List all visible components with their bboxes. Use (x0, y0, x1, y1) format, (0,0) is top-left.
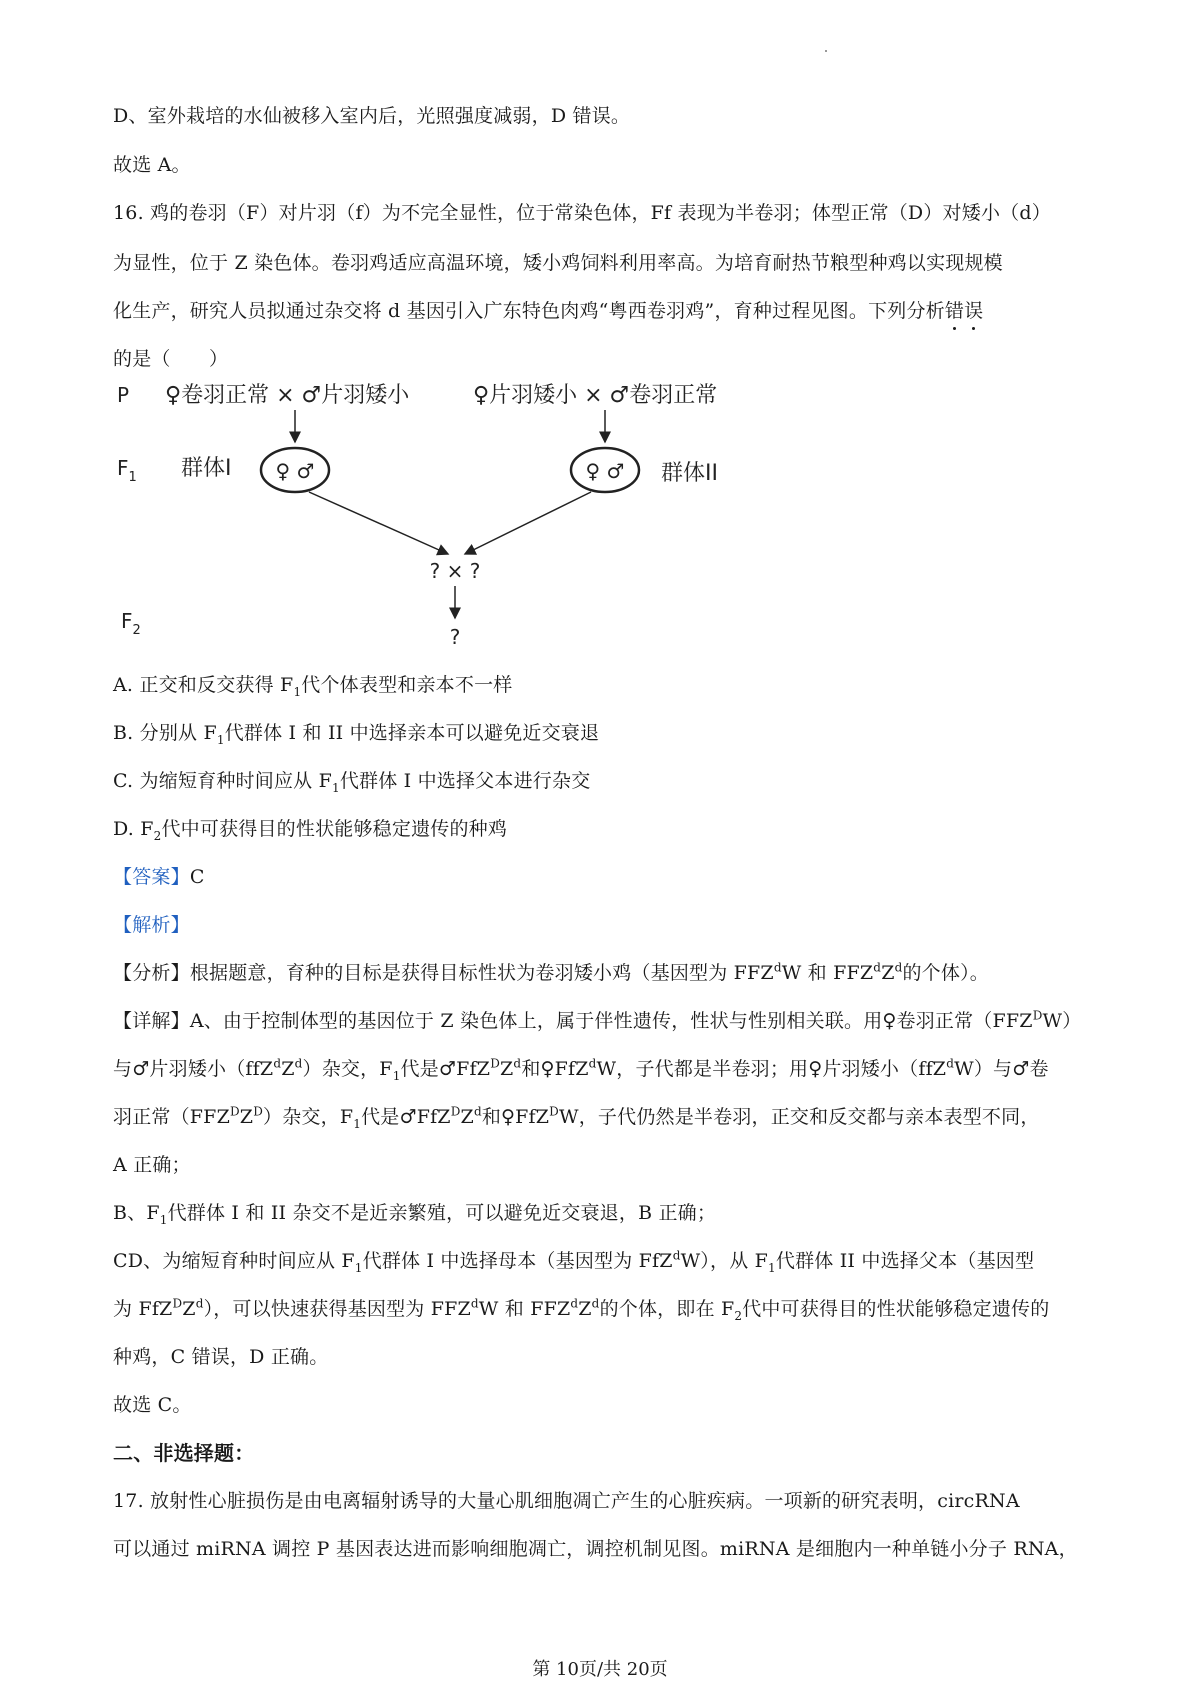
group1-label: 群体I (181, 456, 232, 481)
cross-right-parents: ♀片羽矮小 × ♂卷羽正常 (473, 383, 718, 408)
detail-line-3: 羽正常$(FFZ^DZ^D)$杂交，$F_1$代是$♂FfZ^DZ^d$和♀FfZ$^D$W，子代仍然是半卷羽，正交和反交都与亲本表型不同， (113, 1104, 1040, 1131)
emphasis-char: 错 (944, 300, 965, 322)
q16-line-3: 化生产，研究人员拟通过杂交将 d 基因引入广东特色肉鸡“粤西卷羽鸡”，育种过程见图。下列分析错误 (113, 300, 984, 322)
answer-tag: 【答案】 (113, 866, 190, 888)
section-heading: 二、非选择题： (113, 1441, 255, 1465)
q17-line-1: 17. 放射性心脏损伤是由电离辐射诱导的大量心肌细胞凋亡产生的心脏疾病。一项新的研究表明，circRNA (113, 1490, 1020, 1512)
scan-speck (825, 50, 827, 52)
q16-line-4: 的是（ ） (113, 348, 229, 370)
option-b: B. 分别从 $F_1$代群体 I 和 II 中选择亲本可以避免近交衰退 (113, 722, 600, 747)
detail-line-6: CD、为缩短育种时间应从 $F_1$代群体 I 中选择母本（基因型为 FfZ$^d$W），从 $F_1$代群体 II 中选择父本（基因型 (113, 1248, 1035, 1275)
f1-cross: ? × ? (429, 559, 481, 583)
arrow-group1-to-cross (309, 492, 448, 554)
option-c: C. 为缩短育种时间应从 $F_1$代群体 I 中选择父本进行杂交 (113, 770, 591, 795)
detail-line-5: B、$F_1$代群体 I 和 II 杂交不是近亲繁殖，可以避免近交衰退，B 正确； (113, 1202, 717, 1227)
page-footer: 第 10页/共 20页 (532, 1659, 668, 1680)
q17-line-2: 可以通过 miRNA 调控 P 基因表达进而影响细胞凋亡，调控机制见图。miRNA 是细胞内一种单链小分子 RNA， (113, 1538, 1078, 1560)
answer-line (113, 864, 205, 890)
group2-sex-symbols: ♀ ♂ (585, 459, 625, 483)
prev-answer-line: 故选 A。 (113, 154, 191, 176)
q16-line-1: 16. 鸡的卷羽（F）对片羽（f）为不完全显性，位于常染色体，Ff 表现为半卷羽；体型正常（D）对矮小（d） (113, 202, 1051, 224)
explain-tag: 【解析】 (113, 914, 190, 936)
group1-sex-symbols: ♀ ♂ (275, 459, 315, 483)
cross-left-parents: ♀卷羽正常 × ♂片羽矮小 (165, 383, 410, 408)
option-a: A. 正交和反交获得 $F_1$代个体表型和亲本不一样 (113, 674, 513, 699)
row-label-f2: $F_2$ (121, 609, 141, 638)
breeding-diagram (113, 382, 813, 650)
detail-line-8: 种鸡，C 错误，D 正确。 (113, 1346, 329, 1368)
detail-line-9: 故选 C。 (113, 1394, 192, 1416)
f2-offspring: ? (449, 625, 461, 649)
row-label-p: P (117, 383, 130, 407)
answer-value: C (189, 866, 205, 888)
q16-line-2: 为显性，位于 Z 染色体。卷羽鸡适应高温环境，矮小鸡饲料利用率高。为培育耐热节粮型种鸡以实现规模 (113, 252, 1003, 274)
emphasis-char: 误 (964, 300, 984, 322)
arrow-group2-to-cross (465, 492, 591, 554)
group2-label: 群体II (661, 461, 718, 486)
detail-line-7: 为 $FfZ^DZ^d$），可以快速获得基因型为 FFZ$^d$W 和 $FFZ^dZ^d$的个体，即在 $F_2$代中可获得目的性状能够稳定遗传的 (113, 1296, 1050, 1323)
detail-line-1: 【详解】A、由于控制体型的基因位于 Z 染色体上，属于伴性遗传，性状与性别相关联。用♀卷羽正常$(FFZ^DW)$ (113, 1008, 1082, 1032)
detail-line-4: A 正确； (113, 1154, 191, 1176)
detail-line-2: 与♂片羽矮小$(ffZ^dZ^d)$杂交，$F_1$代是$♂FfZ^DZ^d$和♀FfZ$^d$W，子代都是半卷羽；用♀片羽矮小（ffZ$^d$W）与♂卷 (113, 1056, 1049, 1083)
row-label-f1: $F_1$ (117, 456, 137, 485)
option-d: D. $F_2$代中可获得目的性状能够稳定遗传的种鸡 (113, 818, 508, 843)
prev-option-d: D、室外栽培的水仙被移入室内后，光照强度减弱，D 错误。 (113, 105, 631, 127)
analysis-line: 【分析】根据题意，育种的目标是获得目标性状为卷羽矮小鸡（基因型为 FFZ$^d$W 和 $FFZ^dZ^d$的个体）。 (113, 960, 989, 984)
